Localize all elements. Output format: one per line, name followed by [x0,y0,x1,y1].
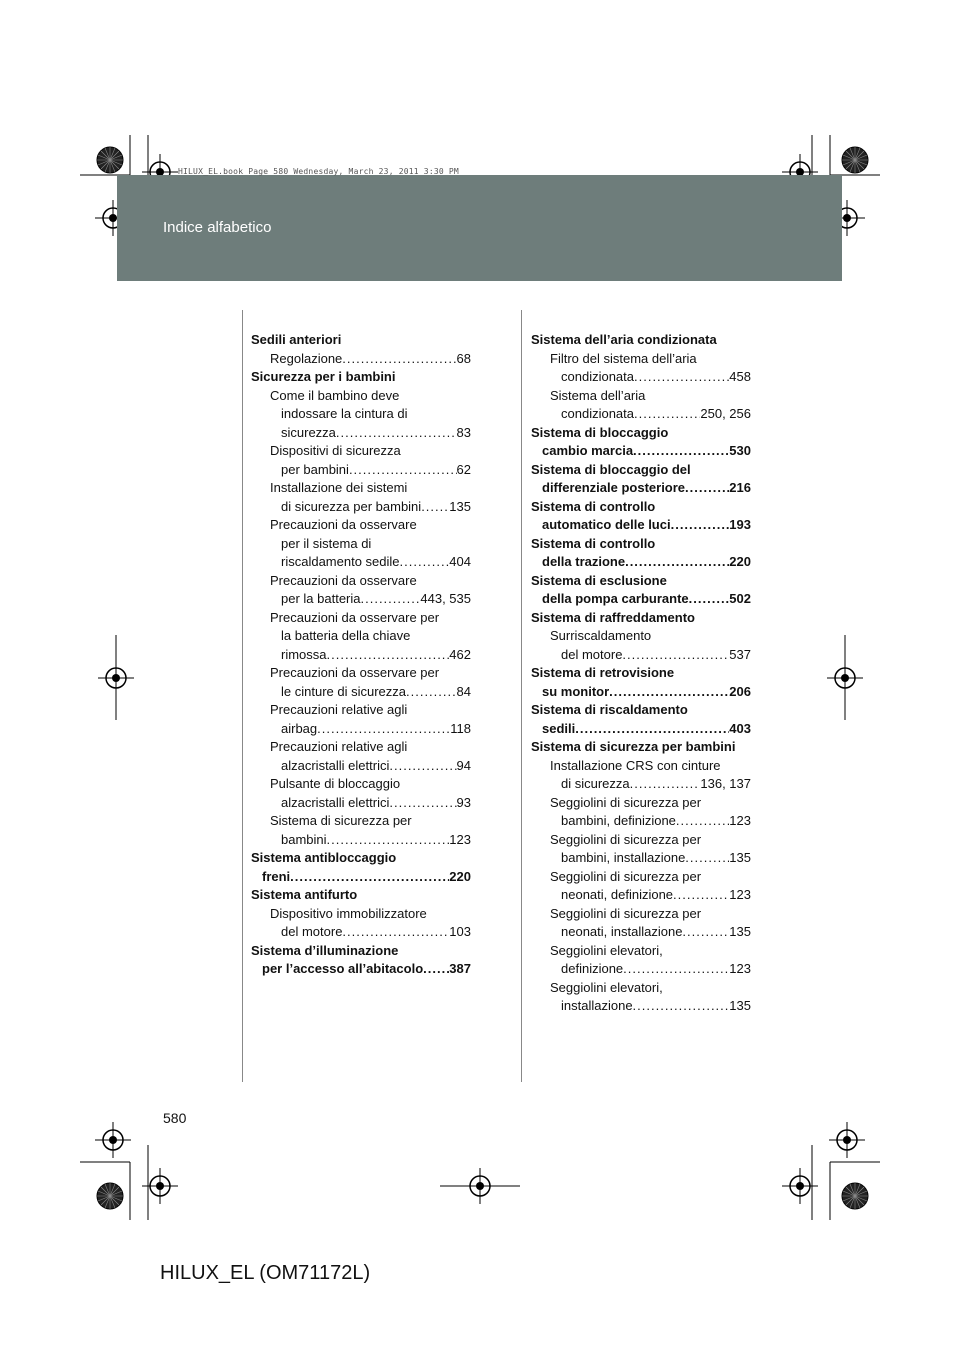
page-ref: 530 [729,443,751,458]
page-ref: 123 [729,813,751,828]
subentry-text: bambini, definizione [561,813,676,828]
subentry-text: Precauzioni da osservare per [270,609,440,625]
page-ref: 458 [729,369,751,384]
index-entry [531,609,751,665]
heading-continuation: sedili [542,720,576,736]
leader-dots [361,590,421,609]
footer-model-code: HILUX_EL (OM71172L) [160,1262,371,1284]
subentry-text: Pulsante di bloccaggio [270,776,401,791]
subentry-text: del motore [561,646,623,662]
subentry-text: alzacristalli elettrici [281,757,390,773]
index-heading: Sistema di riscaldamento [531,702,688,717]
index-subentry [251,868,471,887]
index-subentry [251,923,471,942]
subentry-text: Seggiolini elevatori, [550,942,663,958]
page-ref: 502 [729,591,751,606]
index-subentry [251,757,471,776]
index-subentry [531,997,751,1016]
index-entry [251,942,471,979]
page-ref: 135 [729,924,751,939]
leader-dots [685,849,729,868]
leader-dots [342,350,456,369]
page-ref: 103 [449,924,471,939]
subentry-text: condizionata [561,369,634,384]
index-subentry [531,368,751,387]
heading-continuation: su monitor [542,683,610,699]
heading-continuation: per l’accesso all’abitacolo [262,961,424,976]
index-subentry [531,683,751,702]
subentry-text: rimossa [281,646,327,662]
heading-continuation: della pompa carburante [542,591,689,606]
index-entry [531,738,751,1016]
subentry-text: condizionata [561,406,634,421]
index-entry [531,461,751,498]
subentry-text: Dispositivo immobilizzatore [270,905,427,921]
index-subentry [531,553,751,572]
page-ref: 220 [449,868,471,884]
page-ref: 136, 137 [700,776,751,791]
page-ref: 123 [729,961,751,976]
heading-continuation: automatico delle luci [542,517,671,532]
subentry-text: neonati, definizione [561,887,674,902]
subentry-text: airbag [281,720,318,736]
subentry-text: Precauzioni da osservare [270,572,417,588]
book-stamp: HILUX_EL.book Page 580 Wednesday, March 23, 2011 3:30 PM [178,167,459,176]
crop-lines [80,135,880,1220]
leader-dots [327,831,450,850]
leader-dots [609,683,729,702]
page-ref: 537 [729,646,751,662]
subentry-text: Seggiolini di sicurezza per [550,794,702,810]
index-subentry [531,960,751,979]
page-ref: 93 [456,794,471,810]
index-heading: Sistema di bloccaggio [531,424,669,440]
subentry-text: per la batteria [281,591,361,606]
leader-dots [676,812,729,831]
leader-dots [290,868,449,887]
subentry-text: Seggiolini di sicurezza per [550,831,702,847]
index-subentry [251,683,471,702]
leader-dots [406,683,457,702]
page-ref: 123 [449,831,471,847]
index-subentry [251,498,471,517]
leader-dots [423,960,449,979]
column-rule-right [521,310,522,1082]
subentry-text: Seggiolini elevatori, [550,979,663,995]
index-heading: Sistema antibloccaggio [251,850,397,865]
index-entry [251,331,471,368]
subentry-text: del motore [281,924,343,939]
leader-dots [682,923,729,942]
page-ref: 250, 256 [700,406,751,421]
index-entry [251,886,471,942]
leader-dots [689,590,730,609]
leader-dots [342,923,449,942]
subentry-text: la batteria della chiave [281,628,411,643]
subentry-text: Filtro del sistema dell’aria [550,350,697,366]
index-subentry [531,442,751,461]
index-entry [531,572,751,609]
index-subentry [251,350,471,369]
subentry-text: Seggiolini di sicurezza per [550,905,702,921]
leader-dots [317,720,450,739]
subentry-text: di sicurezza [561,776,630,791]
index-subentry [251,646,471,665]
page-ref: 206 [729,683,751,699]
subentry-text: indossare la cintura di [281,406,408,421]
page-ref: 404 [449,554,471,569]
page-ref: 94 [456,757,471,773]
subentry-text: Precauzioni da osservare [270,517,417,532]
subentry-text: Precauzioni relative agli [270,702,408,717]
subentry-text: neonati, installazione [561,924,683,939]
index-subentry [531,775,751,794]
index-entry [531,664,751,701]
leader-dots [671,516,730,535]
index-entry [531,535,751,572]
leader-dots [336,424,457,443]
subentry-text: Regolazione [270,350,343,366]
page-ref: 193 [729,517,751,532]
index-heading: Sistema di controllo [531,535,656,551]
index-heading: Sistema di controllo [531,498,656,514]
index-subentry [531,479,751,498]
page-header-title: Indice alfabetico [163,219,272,236]
page-ref: 118 [450,720,471,736]
index-heading: Sedili anteriori [251,332,342,347]
leader-dots [634,368,729,387]
page-ref: 84 [456,683,471,699]
column-rule-left [242,310,243,1082]
index-heading: Sistema antifurto [251,887,358,902]
leader-dots [673,886,729,905]
page-ref: 135 [449,498,471,514]
leader-dots [575,720,729,739]
index-entry [531,331,751,424]
index-subentry [531,812,751,831]
heading-continuation: freni [262,868,291,884]
subentry-text: Sistema dell’aria [550,387,646,403]
index-entry [531,498,751,535]
subentry-text: alzacristalli elettrici [281,794,390,810]
page-number: 580 [163,1110,187,1126]
page-ref: 443, 535 [420,591,471,606]
index-column-left [251,331,471,979]
index-entry [251,849,471,886]
index-subentry [531,590,751,609]
leader-dots [327,646,450,665]
leader-dots [400,553,450,572]
page-ref: 123 [729,887,751,902]
subentry-text: di sicurezza per bambini [281,498,422,514]
index-subentry [251,831,471,850]
page-ref: 68 [456,350,471,366]
subentry-text: le cinture di sicurezza [281,683,406,699]
subentry-text: Sistema di sicurezza per [270,813,412,828]
page-ref: 462 [449,646,471,662]
heading-continuation: differenziale posteriore [542,480,686,495]
leader-dots [389,794,456,813]
index-entry [531,424,751,461]
index-heading: Sicurezza per i bambini [251,369,396,384]
subentry-text: Installazione CRS con cinture [550,757,721,773]
index-subentry [251,424,471,443]
index-heading: Sistema dell’aria condizionata [531,332,717,347]
index-subentry [251,461,471,480]
index-subentry [251,794,471,813]
index-subentry [531,516,751,535]
subentry-text: installazione [561,998,633,1013]
subentry-text: Precauzioni da osservare per [270,665,440,680]
subentry-text: bambini, installazione [561,850,686,865]
leader-dots [623,960,729,979]
index-heading: Sistema di sicurezza per bambini [531,739,736,754]
page-ref: 83 [456,424,471,440]
index-heading: Sistema di esclusione [531,572,667,588]
index-subentry [251,553,471,572]
heading-continuation: della trazione [542,554,626,569]
subentry-text: sicurezza [281,424,336,440]
subentry-text: Seggiolini di sicurezza per [550,868,702,884]
subentry-text: Surriscaldamento [550,628,652,643]
index-subentry [251,720,471,739]
heading-continuation: cambio marcia [542,443,634,458]
leader-dots [349,461,457,480]
subentry-text: definizione [561,961,624,976]
leader-dots [625,553,729,572]
leader-dots [633,997,730,1016]
index-column-right [531,331,751,1016]
page-ref: 135 [729,998,751,1013]
index-heading: Sistema d’illuminazione [251,942,399,958]
subentry-text: bambini [281,831,327,847]
leader-dots [633,442,729,461]
page-ref: 216 [729,480,751,495]
index-heading: Sistema di raffreddamento [531,609,695,625]
page-ref: 220 [729,554,751,569]
leader-dots [634,405,700,424]
subentry-text: Installazione dei sistemi [270,480,408,495]
index-subentry [251,960,471,979]
subentry-text: Come il bambino deve [270,387,400,403]
leader-dots [389,757,456,776]
index-heading: Sistema di bloccaggio del [531,461,691,477]
index-subentry [531,646,751,665]
leader-dots [622,646,729,665]
subentry-text: riscaldamento sedile [281,554,400,569]
index-heading: Sistema di retrovisione [531,665,675,680]
index-subentry [531,720,751,739]
index-subentry [531,886,751,905]
index-subentry [531,923,751,942]
page-ref: 62 [456,461,471,477]
index-subentry [531,849,751,868]
leader-dots [630,775,701,794]
leader-dots [685,479,729,498]
index-entry [531,701,751,738]
subentry-text: Precauzioni relative agli [270,739,408,754]
index-entry [251,368,471,849]
leader-dots [421,498,449,517]
index-subentry [531,405,751,424]
page-ref: 387 [449,961,471,976]
subentry-text: per bambini [281,461,349,477]
index-subentry [251,590,471,609]
page-ref: 135 [729,850,751,865]
page-ref: 403 [729,720,751,736]
subentry-text: Dispositivi di sicurezza [270,443,401,458]
subentry-text: per il sistema di [281,535,372,551]
